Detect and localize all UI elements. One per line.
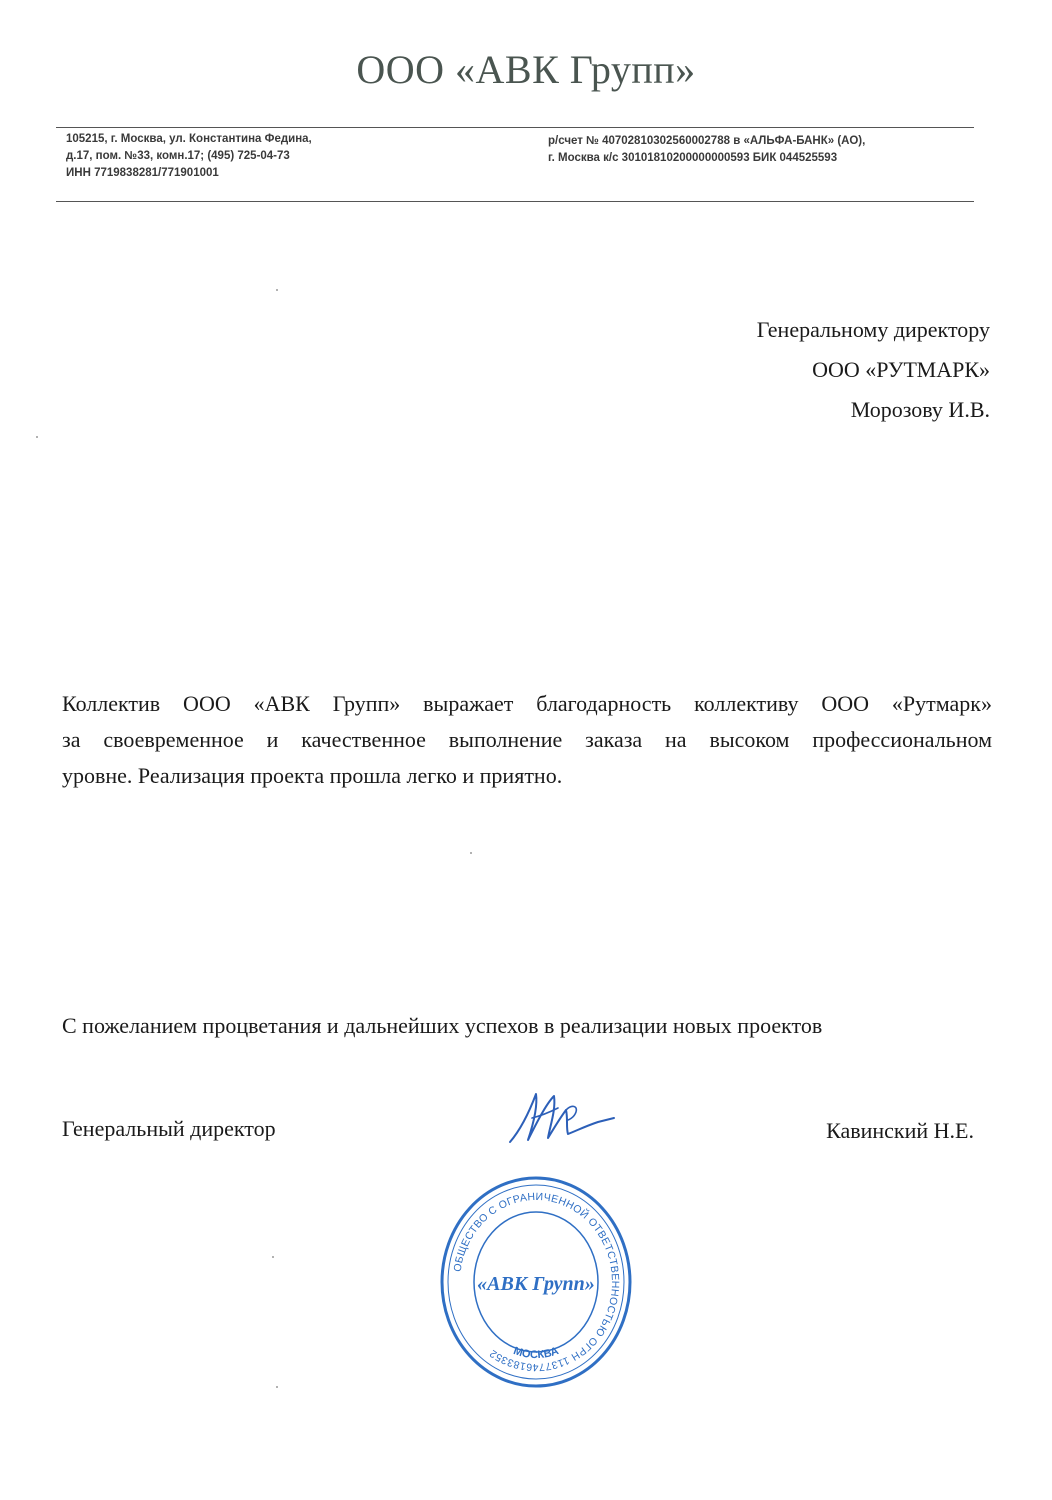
scan-speck (470, 852, 472, 854)
bank-details-block (548, 133, 865, 167)
company-title: ООО «АВК Групп» (356, 47, 696, 92)
signer-role: Генеральный директор (62, 1116, 276, 1141)
seal-city-text: МОСКВА (511, 1344, 561, 1362)
body-line: уровне. Реализация проекта прошла легко и приятно. (62, 763, 563, 788)
tax-id-line: ИНН 7719838281/771901001 (66, 167, 219, 179)
svg-text:МОСКВА (512, 1345, 561, 1361)
body-line: Коллектив ООО «АВК Групп» выражает благодарность коллективу ООО «Рутмарк» (62, 691, 992, 716)
addressee-position: Генеральному директору (756, 317, 990, 342)
company-address-block (66, 131, 312, 182)
signer-name: Кавинский Н.Е. (826, 1118, 974, 1143)
scan-speck (36, 436, 38, 438)
address-line: д.17, пом. №33, комн.17; (495) 725-04-73 (66, 150, 290, 162)
closing-wish: С пожеланием процветания и дальнейших успехов в реализации новых проектов (62, 1013, 823, 1038)
addressee-block (757, 310, 990, 430)
addressee-name: Морозову И.В. (850, 397, 990, 422)
header-bottom-rule (56, 201, 974, 202)
scan-speck (276, 1386, 278, 1388)
handwritten-signature (506, 1088, 618, 1148)
addressee-company: ООО «РУТМАРК» (812, 357, 990, 382)
company-seal (438, 1172, 634, 1392)
scan-speck (276, 289, 278, 291)
letter-body (62, 686, 992, 794)
address-line: 105215, г. Москва, ул. Константина Федина, (66, 133, 312, 145)
seal-center-text: «АВК Групп» (477, 1273, 595, 1295)
body-line: за своевременное и качественное выполнение заказа на высоком профессиональном (62, 727, 992, 752)
bank-codes-line: г. Москва к/с 30101810200000000593 БИК 044525593 (548, 152, 838, 164)
seal-outer-text: ОБЩЕСТВО С ОГРАНИЧЕННОЙ ОТВЕТСТВЕННОСТЬЮ ОГРН 1137746183352 (451, 1190, 622, 1374)
header-top-rule (56, 127, 974, 128)
scan-speck (272, 1256, 274, 1258)
bank-account-line: р/счет № 40702810302560002788 в «АЛЬФА-БАНК» (АО), (548, 135, 866, 147)
